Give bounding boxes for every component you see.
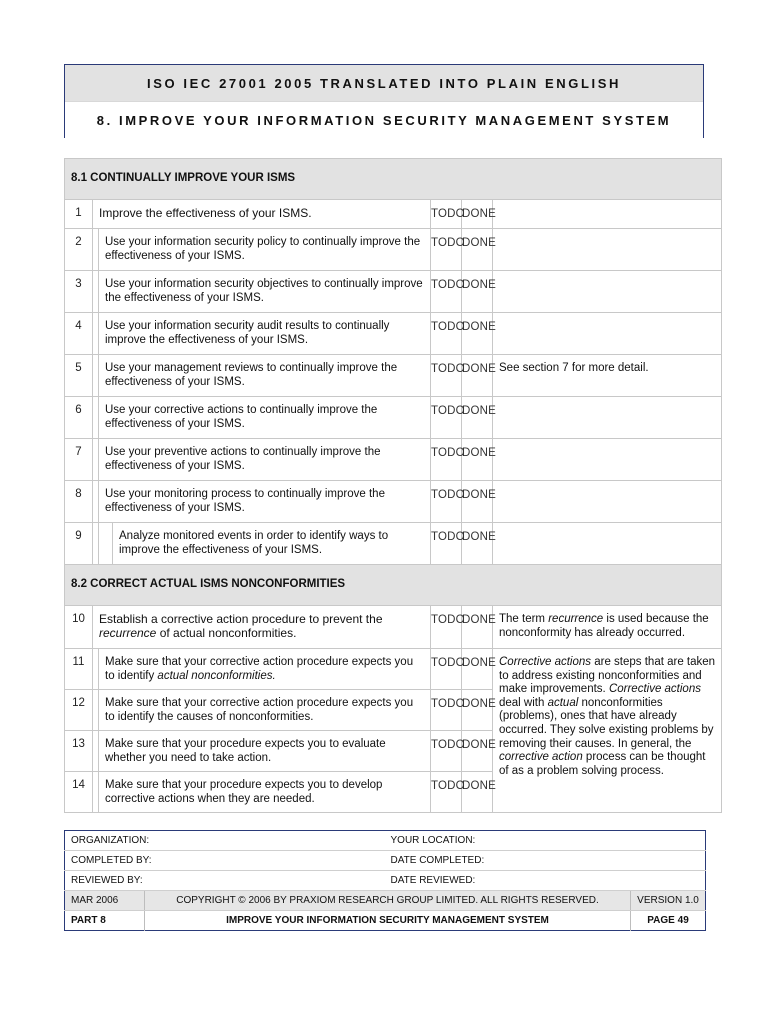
item-number: 12 [65, 690, 93, 731]
document-footer [64, 830, 706, 931]
table-row [65, 355, 722, 397]
indent-marker [99, 523, 113, 565]
version-label: VERSION 1.0 [631, 891, 706, 911]
item-text: Use your information security policy to continually improve the effectiveness of your ISMS. [99, 229, 431, 271]
item-text: Make sure that your corrective action procedure expects you to identify actual nonconformities. [99, 649, 431, 690]
done-checkbox[interactable]: DONE [462, 229, 493, 271]
done-checkbox[interactable]: DONE [462, 355, 493, 397]
item-number: 9 [65, 523, 93, 565]
done-checkbox[interactable]: DONE [462, 690, 493, 731]
footer-row [65, 831, 706, 851]
item-text: Improve the effectiveness of your ISMS. [93, 200, 431, 229]
todo-checkbox[interactable]: TODO [431, 200, 462, 229]
table-row [65, 439, 722, 481]
footer-row [65, 911, 706, 931]
table-row [65, 229, 722, 271]
item-number: 3 [65, 271, 93, 313]
footer-row [65, 871, 706, 891]
table-row [65, 397, 722, 439]
item-text: Establish a corrective action procedure to prevent the recurrence of actual nonconformities. [93, 606, 431, 649]
item-note [493, 439, 722, 481]
table-row [65, 313, 722, 355]
done-checkbox[interactable]: DONE [462, 606, 493, 649]
done-checkbox[interactable]: DONE [462, 313, 493, 355]
item-number: 1 [65, 200, 93, 229]
item-text: Use your monitoring process to continually improve the effectiveness of your ISMS. [99, 481, 431, 523]
item-text: Make sure that your corrective action procedure expects you to identify the causes of nonconformities. [99, 690, 431, 731]
section-title: 8.2 CORRECT ACTUAL ISMS NONCONFORMITIES [65, 565, 722, 606]
item-text: Use your corrective actions to continually improve the effectiveness of your ISMS. [99, 397, 431, 439]
item-note [493, 313, 722, 355]
done-checkbox[interactable]: DONE [462, 271, 493, 313]
table-row [65, 606, 722, 649]
item-note [493, 481, 722, 523]
done-checkbox[interactable]: DONE [462, 481, 493, 523]
document-title: ISO IEC 27001 2005 TRANSLATED INTO PLAIN ENGLISH [65, 65, 703, 101]
table-row [65, 271, 722, 313]
item-number: 4 [65, 313, 93, 355]
todo-checkbox[interactable]: TODO [431, 690, 462, 731]
section-header [65, 159, 722, 200]
item-number: 2 [65, 229, 93, 271]
item-number: 10 [65, 606, 93, 649]
page-number: PAGE 49 [631, 911, 706, 931]
item-note [493, 397, 722, 439]
footer-date: MAR 2006 [65, 891, 145, 911]
item-number: 5 [65, 355, 93, 397]
checklist-table [64, 158, 722, 813]
todo-checkbox[interactable]: TODO [431, 439, 462, 481]
item-number: 6 [65, 397, 93, 439]
item-text: Use your preventive actions to continually improve the effectiveness of your ISMS. [99, 439, 431, 481]
reviewed-by-label: REVIEWED BY: [65, 871, 385, 891]
item-note [493, 523, 722, 565]
completed-by-label: COMPLETED BY: [65, 851, 385, 871]
item-note: The term recurrence is used because the nonconformity has already occurred. [493, 606, 722, 649]
todo-checkbox[interactable]: TODO [431, 271, 462, 313]
todo-checkbox[interactable]: TODO [431, 606, 462, 649]
done-checkbox[interactable]: DONE [462, 439, 493, 481]
item-text: Make sure that your procedure expects you to evaluate whether you need to take action. [99, 731, 431, 772]
item-number: 13 [65, 731, 93, 772]
item-number: 7 [65, 439, 93, 481]
todo-checkbox[interactable]: TODO [431, 772, 462, 813]
todo-checkbox[interactable]: TODO [431, 355, 462, 397]
item-text: Make sure that your procedure expects you to develop corrective actions when they are needed. [99, 772, 431, 813]
part-label: PART 8 [71, 915, 106, 926]
todo-checkbox[interactable]: TODO [431, 481, 462, 523]
section-title: 8.1 CONTINUALLY IMPROVE YOUR ISMS [65, 159, 722, 200]
done-checkbox[interactable]: DONE [462, 397, 493, 439]
done-checkbox[interactable]: DONE [462, 772, 493, 813]
item-number: 11 [65, 649, 93, 690]
date-reviewed-label: DATE REVIEWED: [385, 871, 706, 891]
item-note [493, 200, 722, 229]
shared-note: Corrective actions are steps that are taken to address existing nonconformities and make improvements. Corrective actions deal with actual nonconformities (problems), ones that have already occurred. They solve existing problems by removing their causes. In general, the corrective action process can be thought of as a problem solving process. [493, 649, 722, 813]
todo-checkbox[interactable]: TODO [431, 229, 462, 271]
organization-label: ORGANIZATION: [65, 831, 385, 851]
item-text: Use your information security audit results to continually improve the effectiveness of your ISMS. [99, 313, 431, 355]
date-completed-label: DATE COMPLETED: [385, 851, 706, 871]
section-header [65, 565, 722, 606]
todo-checkbox[interactable]: TODO [431, 523, 462, 565]
footer-row [65, 851, 706, 871]
table-row [65, 481, 722, 523]
todo-checkbox[interactable]: TODO [431, 397, 462, 439]
item-note: See section 7 for more detail. [493, 355, 722, 397]
item-note [493, 229, 722, 271]
todo-checkbox[interactable]: TODO [431, 649, 462, 690]
copyright-text: COPYRIGHT © 2006 BY PRAXIOM RESEARCH GROUP LIMITED. ALL RIGHTS RESERVED. [145, 891, 631, 911]
part-title: IMPROVE YOUR INFORMATION SECURITY MANAGEMENT SYSTEM [145, 911, 631, 931]
item-number: 14 [65, 772, 93, 813]
footer-row [65, 891, 706, 911]
document-header [64, 64, 704, 138]
table-row [65, 200, 722, 229]
done-checkbox[interactable]: DONE [462, 731, 493, 772]
document-subtitle: 8. IMPROVE YOUR INFORMATION SECURITY MANAGEMENT SYSTEM [65, 101, 703, 138]
done-checkbox[interactable]: DONE [462, 649, 493, 690]
location-label: YOUR LOCATION: [385, 831, 706, 851]
item-number: 8 [65, 481, 93, 523]
table-row [65, 523, 722, 565]
done-checkbox[interactable]: DONE [462, 200, 493, 229]
done-checkbox[interactable]: DONE [462, 523, 493, 565]
table-row [65, 649, 722, 690]
item-text: Analyze monitored events in order to identify ways to improve the effectiveness of your ISMS. [113, 523, 431, 565]
item-note [493, 271, 722, 313]
item-text: Use your management reviews to continually improve the effectiveness of your ISMS. [99, 355, 431, 397]
todo-checkbox[interactable]: TODO [431, 313, 462, 355]
item-text: Use your information security objectives to continually improve the effectiveness of your ISMS. [99, 271, 431, 313]
todo-checkbox[interactable]: TODO [431, 731, 462, 772]
